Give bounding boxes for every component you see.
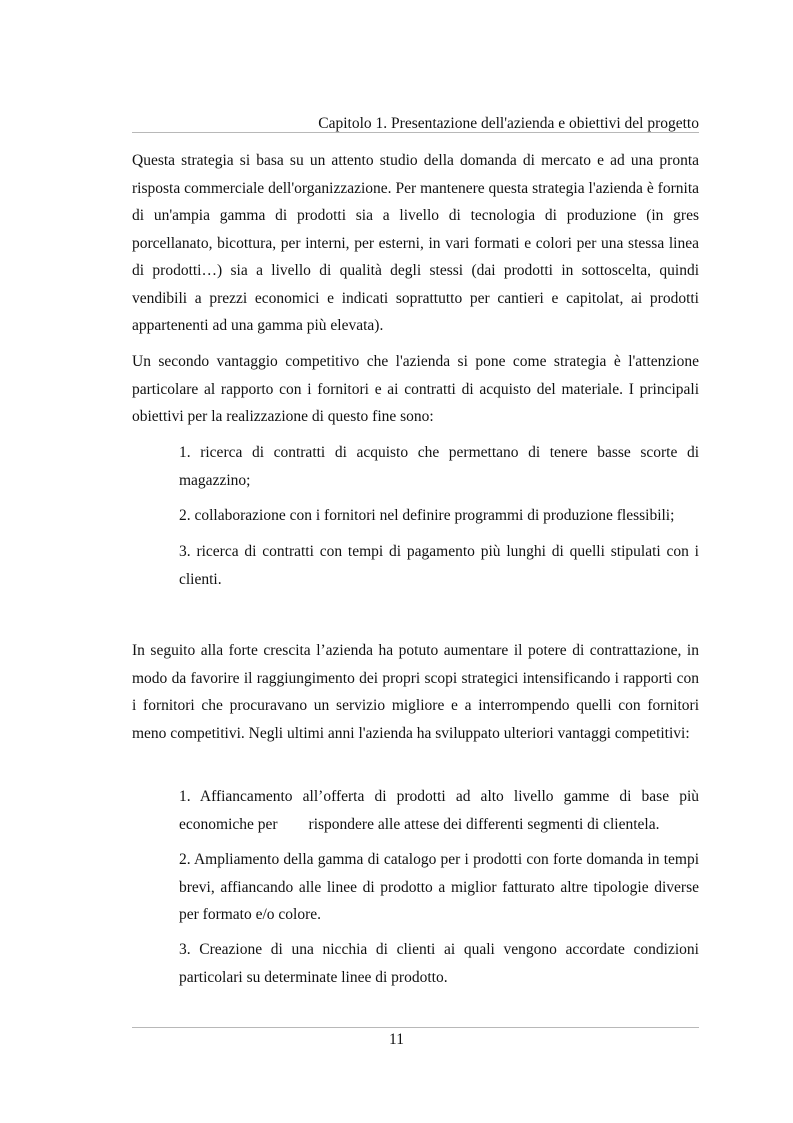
header-divider [132,132,699,133]
list-item-payment-terms: 3. ricerca di contratti con tempi di pagamento più lunghi di quelli stipulati con i clienti. [179,543,699,588]
footer-divider [132,1027,699,1028]
page-number: 11 [389,1031,404,1048]
list-item-client-niche: 3. Creazione di una nicchia di clienti ai quali vengono accordate condizioni particolari su determinate linee di prodotto. [179,941,699,986]
list-item-economic-ranges: 1. Affiancamento all’offerta di prodotti ad alto livello gamme di base più economiche per rispondere alle attese dei differenti segmenti di clientela. [179,788,703,833]
paragraph-supplier-advantage: Un secondo vantaggio competitivo che l'azienda si pone come strategia è l'attenzione particolare al rapporto con i fornitori e ai contratti di acquisto del materiale. I principali obiettivi per la realizzazione di questo fine sono: [132,353,699,425]
list-item-catalog-expansion: 2. Ampliamento della gamma di catalogo per i prodotti con forte domanda in tempi brevi, affiancando alle linee di prodotto a miglior fatturato altre tipologie diverse per formato e/o colore. [179,851,699,923]
list-item-purchase-contracts: 1. ricerca di contratti di acquisto che permettano di tenere basse scorte di magazzino; [179,444,699,489]
list-item-supplier-collaboration: 2. collaborazione con i fornitori nel definire programmi di produzione flessibili; [179,507,675,524]
paragraph-growth: In seguito alla forte crescita l’azienda ha potuto aumentare il potere di contrattazione, in modo da favorire il raggiungimento dei propri scopi strategici intensificando i rapporti con i fornitori che procuravano un servizio migliore e a interrompendo quelli con fornitori meno competitivi. Negli ultimi anni l'azienda ha sviluppato ulteriori vantaggi competitivi: [132,642,699,742]
running-header: Capitolo 1. Presentazione dell'azienda e obiettivi del progetto [318,115,699,132]
paragraph-strategy: Questa strategia si basa su un attento studio della domanda di mercato e ad una pronta risposta commerciale dell'organizzazione. Per mantenere questa strategia l'azienda è fornita di un'ampia gamma di prodotti sia a livello di tecnologia di produzione (in gres porcellanato, bicottura, per interni, per esterni, in vari formati e colori per una stessa linea di prodotti…) sia a livello di qualità degli stessi (dai prodotti in sottoscelta, quindi vendibili a prezzi economici e indicati soprattutto per cantieri e capitolat, ai prodotti appartenenti ad una gamma più elevata). [132,152,699,334]
